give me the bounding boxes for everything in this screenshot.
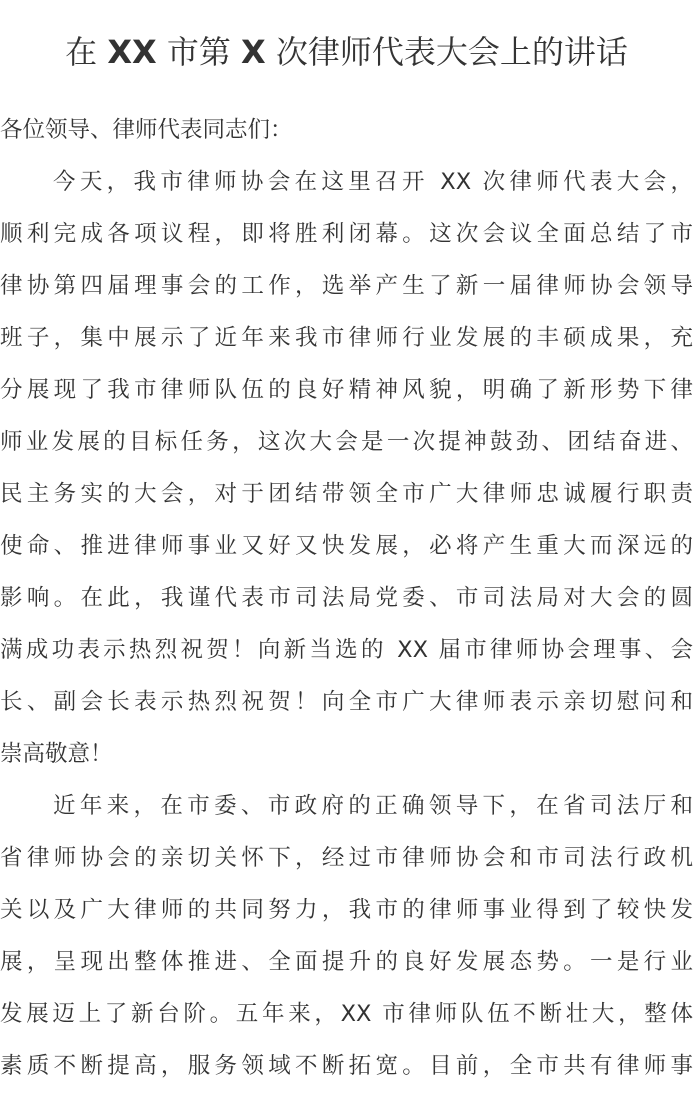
title-x: X <box>241 33 266 71</box>
paragraph-line: 近年来，在市委、市政府的正确领导下，在省司法厅和 <box>53 793 693 819</box>
paragraph-line: 分展现了我市律师队伍的良好精神风貌，明确了新形势下律 <box>0 377 693 403</box>
title-part-1: 在 <box>65 33 108 71</box>
paragraph-line: 使命、推进律师事业又好又快发展，必将产生重大而深远的 <box>0 533 693 559</box>
paragraph-line: 长、副会长表示热烈祝贺！向全市广大律师表示亲切慰问和 <box>0 689 693 715</box>
paragraph-line: 关以及广大律师的共同努力，我市的律师事业得到了较快发 <box>0 897 693 923</box>
title-xx: XX <box>107 33 157 71</box>
title-part-3: 次律师代表大会上的讲话 <box>265 33 628 71</box>
paragraph-line: 师业发展的目标任务，这次大会是一次提神鼓劲、团结奋进、 <box>0 429 693 455</box>
paragraph-line: 满成功表示热烈祝贺！向新当选的 XX 届市律师协会理事、会 <box>0 637 693 663</box>
paragraph-line: 发展迈上了新台阶。五年来，XX 市律师队伍不断壮大，整体 <box>0 1001 693 1027</box>
paragraph-line: 影响。在此，我谨代表市司法局党委、市司法局对大会的圆 <box>0 585 693 611</box>
paragraph-line: 素质不断提高，服务领域不断拓宽。目前，全市共有律师事 <box>0 1053 693 1079</box>
paragraph-line: 顺利完成各项议程，即将胜利闭幕。这次会议全面总结了市 <box>0 221 693 247</box>
paragraph-line: 展，呈现出整体推进、全面提升的良好发展态势。一是行业 <box>0 949 693 975</box>
speech-title <box>0 30 693 74</box>
paragraph-line: 省律师协会的亲切关怀下，经过市律师协会和市司法行政机 <box>0 845 693 871</box>
paragraph-line: 律协第四届理事会的工作，选举产生了新一届律师协会领导 <box>0 273 693 299</box>
paragraph-line: 崇高敬意！ <box>0 741 113 767</box>
paragraph-line: 班子，集中展示了近年来我市律师行业发展的丰硕成果，充 <box>0 325 693 351</box>
salutation: 各位领导、律师代表同志们： <box>0 117 293 143</box>
paragraph-line: 民主务实的大会，对于团结带领全市广大律师忠诚履行职责 <box>0 481 693 507</box>
title-part-2: 市第 <box>156 33 242 71</box>
paragraph-line: 今天，我市律师协会在这里召开 XX 次律师代表大会， <box>53 169 693 195</box>
